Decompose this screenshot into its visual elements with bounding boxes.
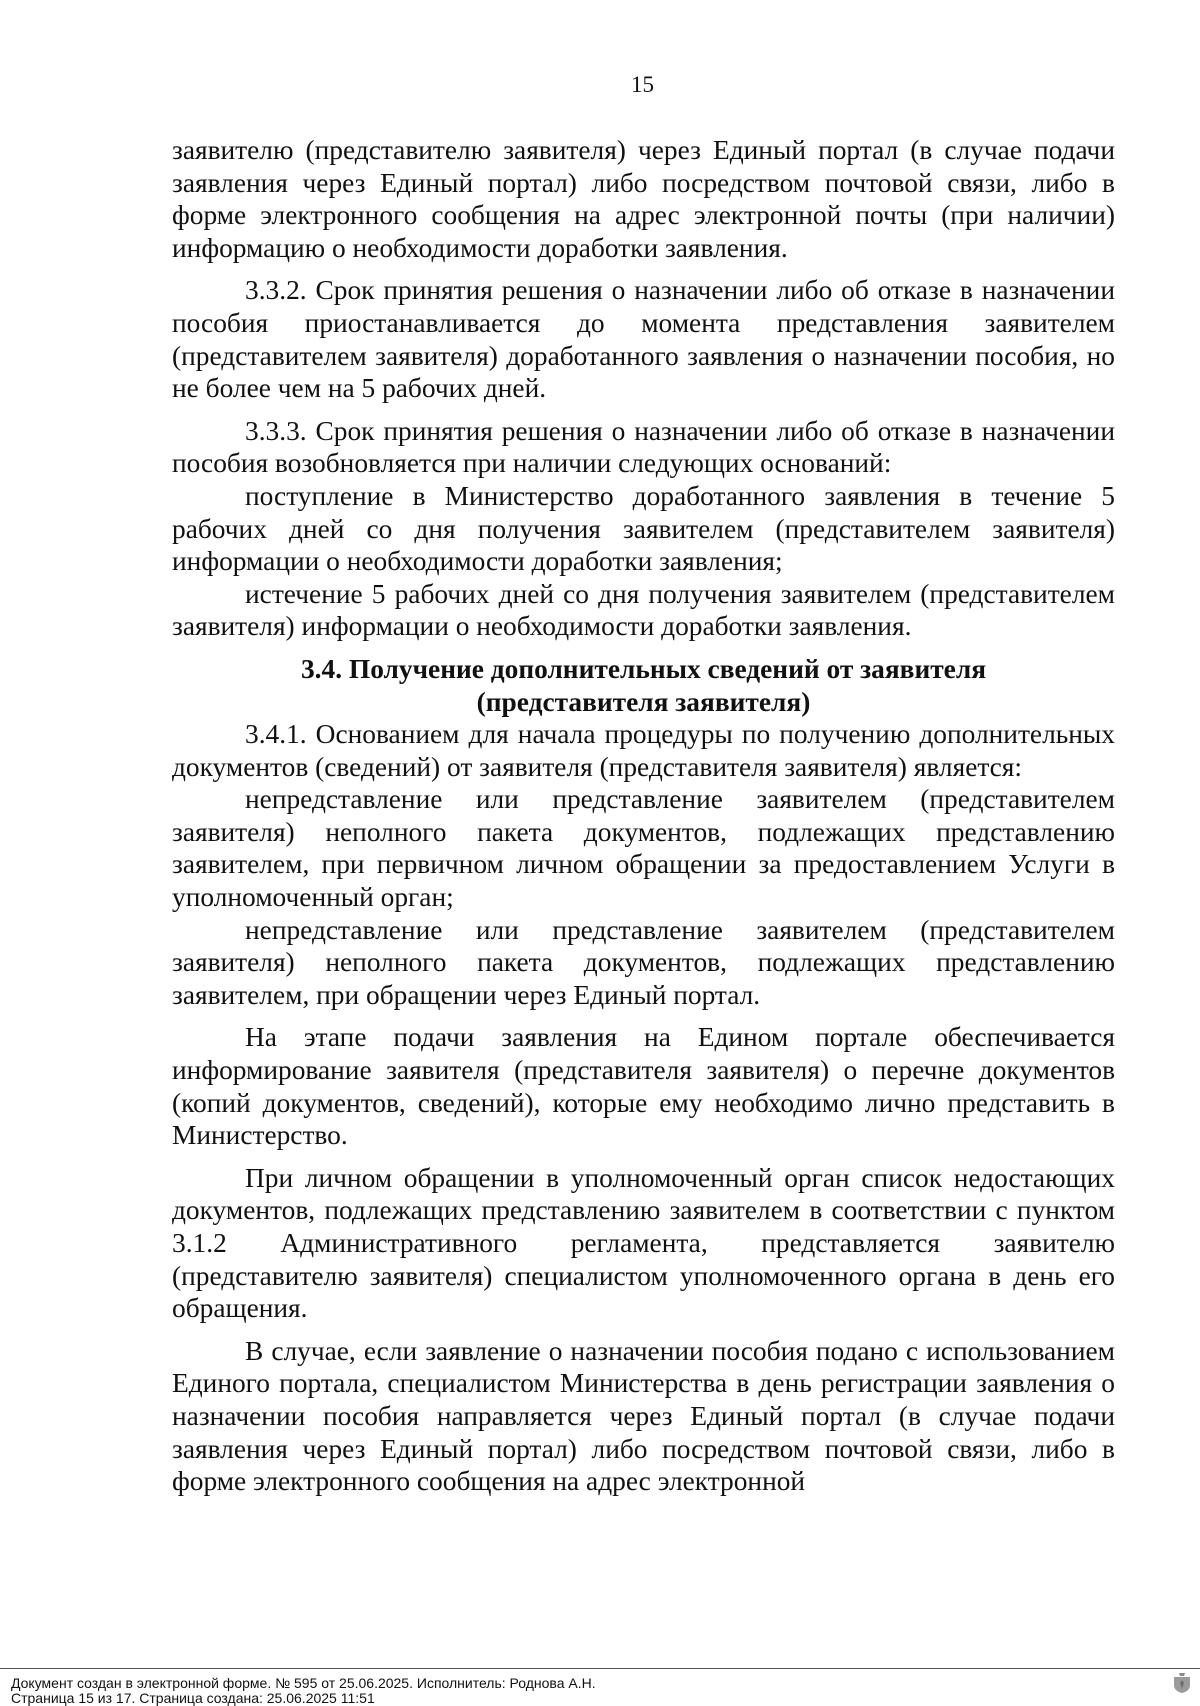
paragraph: непредставление или представление заявителем (представителем заявителя) неполного пакета документов, подлежащих представлению заявителем, при первичном личном обращении за предоставлением Услуги в уполномоченный орган; [172, 784, 1115, 913]
paragraph: непредставление или представление заявителем (представителем заявителя) неполного пакета документов, подлежащих представлению заявителем, при обращении через Единый портал. [172, 914, 1115, 1010]
document-footer [11, 1676, 596, 1706]
paragraph: При личном обращении в уполномоченный орган список недостающих документов, подлежащих представлению заявителем в соответствии с пунктом 3.1.2 Административного регламента, представляется заявителю (представителю заявителя) специалистом уполномоченного органа в день его обращения. [172, 1162, 1115, 1324]
page-number: 15 [631, 72, 654, 97]
footer-line: Страница 15 из 17. Страница создана: 25.06.2025 11:51 [11, 1690, 375, 1706]
paragraph: На этапе подачи заявления на Едином портале обеспечивается информирование заявителя (представителя заявителя) о перечне документов (копий документов, сведений), которые ему необходимо лично представить в Министерство. [172, 1022, 1115, 1151]
paragraph: истечение 5 рабочих дней со дня получения заявителем (представителем заявителя) информации о необходимости доработки заявления. [172, 578, 1115, 642]
paragraph: 3.3.3. Срок принятия решения о назначении либо об отказе в назначении пособия возобновляется при наличии следующих оснований: [172, 415, 1115, 479]
paragraph: поступление в Министерство доработанного заявления в течение 5 рабочих дней со дня получения заявителем (представителем заявителя) информации о необходимости доработки заявления; [172, 480, 1115, 577]
paragraph: В случае, если заявление о назначении пособия подано с использованием Единого портала, специалистом Министерства в день регистрации заявления о назначении пособия направляется через Единый портал (в случае подачи заявления через Единый портал) либо посредством почтовой связи, либо в форме электронного сообщения на адрес электронной [172, 1335, 1115, 1497]
section-heading [172, 653, 1115, 718]
paragraph: 3.3.2. Срок принятия решения о назначении либо об отказе в назначении пособия приостанавливается до момента представления заявителем (представителем заявителя) доработанного заявления о назначении пособия, но не более чем на 5 рабочих дней. [172, 275, 1115, 404]
footer-line: Документ создан в электронной форме. № 595 от 25.06.2025. Исполнитель: Роднова А.Н. [11, 1675, 596, 1691]
footer-divider [0, 1668, 1200, 1669]
section-heading-line: 3.4. Получение дополнительных сведений от заявителя [300, 653, 987, 684]
paragraph: заявителю (представителю заявителя) через Единый портал (в случае подачи заявления через Единый портал) либо посредством почтовой связи, либо в форме электронного сообщения на адрес электронной почты (при наличии) информацию о необходимости доработки заявления. [172, 135, 1115, 263]
document-body [172, 134, 1115, 1498]
paragraph: 3.4.1. Основанием для начала процедуры по получению дополнительных документов (сведений) от заявителя (представителя заявителя) является: [172, 719, 1115, 782]
section-heading-line: (представителя заявителя) [476, 686, 811, 717]
coat-of-arms-icon [1172, 1672, 1192, 1694]
